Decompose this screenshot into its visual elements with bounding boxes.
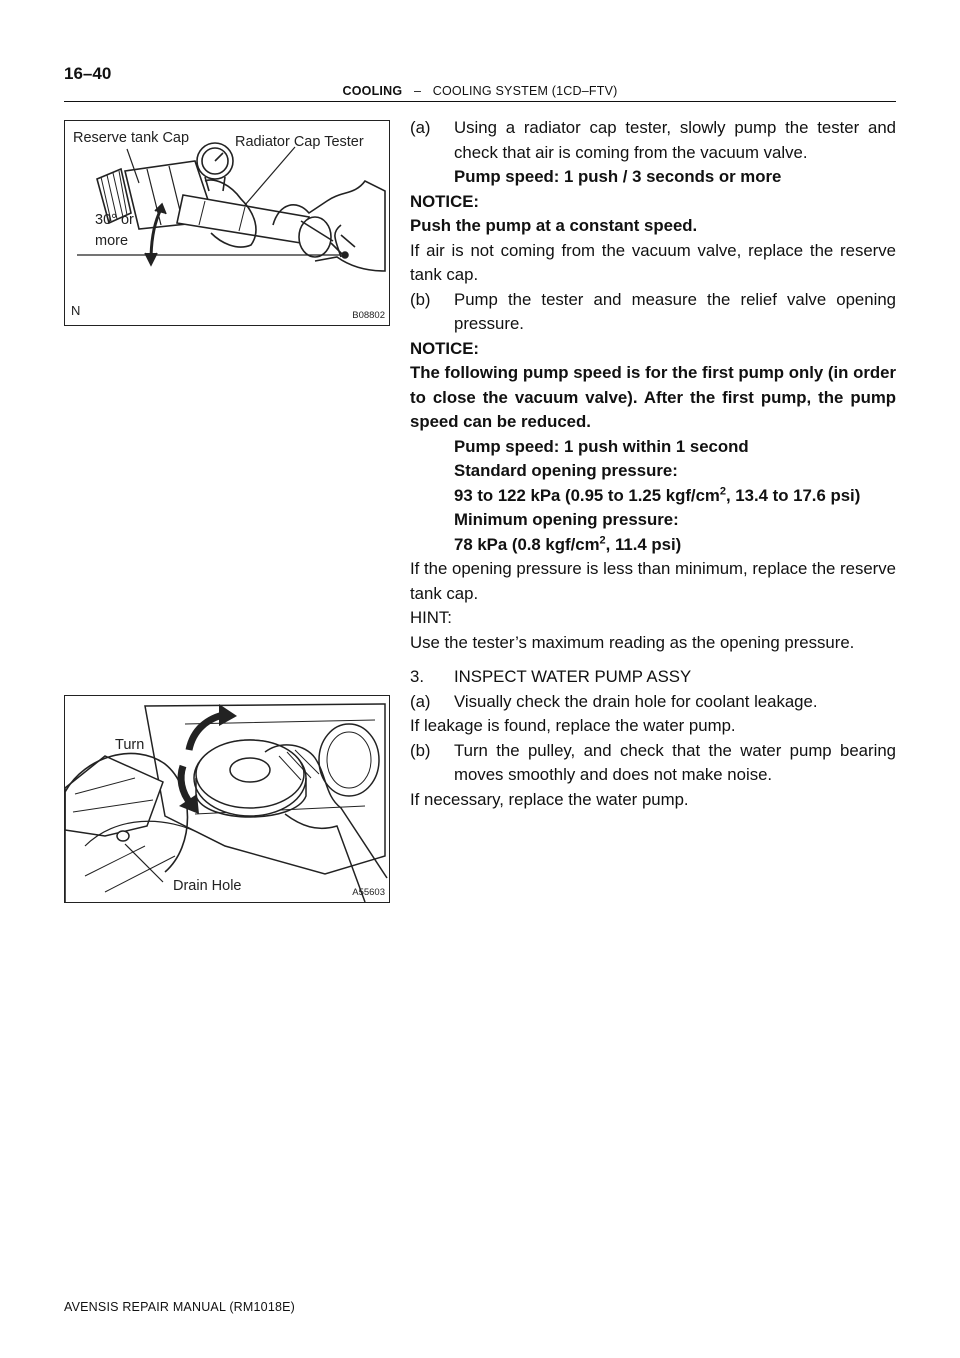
figure-cap-tester — [64, 120, 390, 326]
hint-text: Use the tester’s maximum reading as the opening pressure. — [410, 632, 855, 652]
step-label: (b) — [410, 289, 431, 309]
step-a — [410, 116, 896, 165]
hint-title: HINT: — [410, 608, 452, 627]
notice-text: The following pump speed is for the first pump only (in order to close the vacuum valve). After the first pump, the pump speed can be reduced. — [410, 363, 896, 431]
subsection-title: COOLING SYSTEM (1CD–FTV) — [432, 84, 618, 98]
page-number: 16–40 — [64, 64, 112, 83]
figure-water-pump — [64, 695, 390, 903]
final-instruction: If necessary, replace the water pump. — [410, 789, 689, 809]
manual-footer: AVENSIS REPAIR MANUAL (RM1018E) — [64, 1300, 296, 1314]
leak-instruction: If leakage is found, replace the water pump. — [410, 716, 736, 735]
step-b — [410, 288, 896, 337]
label-reserve-tank-cap: Reserve tank Cap — [73, 130, 190, 146]
header-separator: – — [413, 84, 422, 98]
step-text: Pump the tester and measure the relief valve opening pressure. — [454, 289, 896, 333]
header-divider — [64, 101, 896, 102]
cap-test-procedure — [410, 116, 896, 655]
minimum-pressure-title: Minimum opening pressure: — [454, 510, 679, 529]
figure-code: A55603 — [352, 887, 385, 898]
step-label: (a) — [410, 118, 431, 137]
figure-corner-mark: N — [71, 303, 81, 318]
step-text: Using a radiator cap tester, slowly pump the tester and check that air is coming from the vacuum valve. — [454, 118, 896, 162]
step-a — [410, 690, 896, 715]
step-text: Turn the pulley, and check that the water pump bearing moves smoothly and does not make noise. — [454, 740, 896, 784]
notice-text: Push the pump at a constant speed. — [410, 216, 698, 235]
minimum-pressure-value: 78 kPa (0.8 kgf/$cm^2$, 11.4 psi) — [454, 533, 682, 554]
section-heading — [410, 665, 896, 690]
section-title: COOLING — [342, 84, 403, 98]
water-pump-illustration — [65, 696, 389, 902]
water-pump-procedure — [410, 665, 896, 812]
figure-code: B08802 — [352, 310, 385, 321]
label-turn: Turn — [115, 737, 145, 753]
pump-speed-spec: Pump speed: 1 push / 3 seconds or more — [454, 167, 782, 186]
step-label: (a) — [410, 691, 431, 711]
step-label: (b) — [410, 740, 431, 760]
standard-pressure-value: 93 to 122 kPa (0.95 to 1.25 kgf/$cm^2$, 13.4 to 17.6 psi) — [454, 484, 861, 505]
notice-title: NOTICE: — [410, 338, 479, 358]
running-header — [0, 84, 960, 98]
heading-text: INSPECT WATER PUMP ASSY — [454, 667, 692, 686]
heading-number: 3. — [410, 667, 424, 686]
standard-pressure-title: Standard opening pressure: — [454, 461, 678, 480]
notice-title: NOTICE: — [410, 191, 479, 211]
minimum-instruction: If the opening pressure is less than minimum, replace the reserve tank cap. — [410, 559, 896, 603]
step-text: Visually check the drain hole for coolant leakage. — [454, 691, 818, 711]
pump-speed-spec: Pump speed: 1 push within 1 second — [454, 436, 749, 456]
step-b — [410, 739, 896, 788]
label-drain-hole: Drain Hole — [173, 878, 242, 894]
label-angle-line2: more — [95, 233, 129, 249]
replace-instruction: If air is not coming from the vacuum valve, replace the reserve tank cap. — [410, 240, 896, 284]
label-radiator-cap-tester: Radiator Cap Tester — [235, 134, 364, 150]
label-angle-line1: 30° or — [95, 212, 134, 228]
